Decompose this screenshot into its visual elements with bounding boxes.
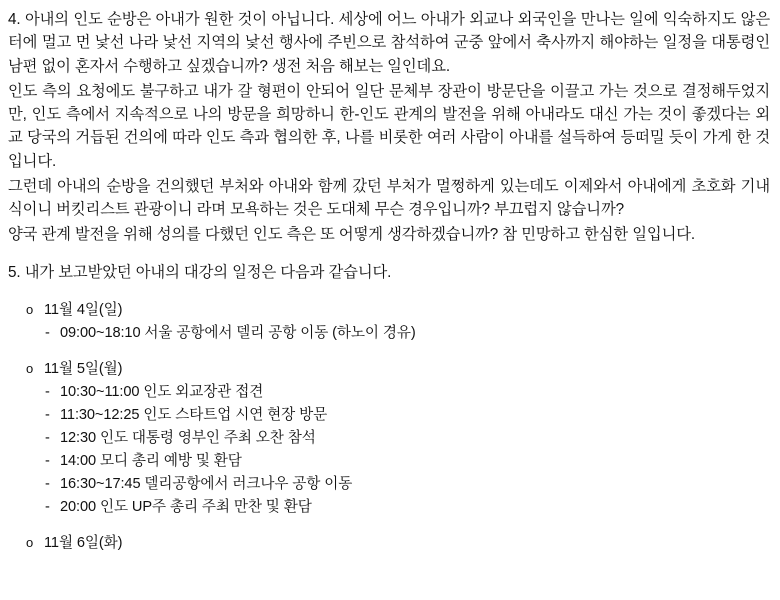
paragraph-4: 양국 관계 발전을 위해 성의를 다했던 인도 측은 또 어떻게 생각하겠습니까? 참 민망하고 한심한 일입니다.: [8, 226, 696, 244]
schedule-day: [8, 359, 770, 519]
dash-marker-icon: -: [45, 498, 50, 515]
paragraph-1: 4. 아내의 인도 순방은 아내가 원한 것이 아닙니다. 세상에 어느 아내가 외교나 외국인을 만나는 일에 익숙하지도 않은 터에 멀고 먼 낯선 나라 낯선 지역의 낯선 행사에 주빈으로 참석하여 군중 앞에서 축사까지 해야하는 일정을 대통령인 남편 없이 혼자서 수행하고 싶겠습니까? 생전 처음 해보는 일인데요.: [8, 11, 770, 75]
dash-marker-icon: -: [45, 429, 50, 446]
schedule-day-title: [8, 359, 770, 381]
schedule-item: [8, 473, 770, 496]
bullet-marker-icon: o: [26, 360, 34, 376]
dash-marker-icon: -: [45, 452, 50, 469]
schedule-item-text: 20:00 인도 UP주 총리 주최 만찬 및 환담: [60, 498, 312, 515]
schedule-day-title: [8, 533, 770, 555]
schedule-day-title: [8, 300, 770, 322]
schedule-list: [8, 300, 770, 555]
schedule-day: [8, 533, 770, 555]
schedule-item: [8, 450, 770, 473]
bullet-marker-icon: o: [26, 301, 34, 317]
schedule-item-text: 12:30 인도 대통령 영부인 주최 오찬 참석: [60, 429, 316, 446]
bullet-marker-icon: o: [26, 534, 34, 550]
schedule-item-text: 14:00 모디 총리 예방 및 환담: [60, 452, 242, 469]
schedule-item-text: 10:30~11:00 인도 외교장관 접견: [60, 383, 264, 400]
schedule-item-text: 16:30~17:45 델리공항에서 러크나우 공항 이동: [60, 475, 353, 492]
schedule-day-date: 11월 4일(일): [44, 301, 123, 318]
schedule-item-text: 11:30~12:25 인도 스타트업 시연 현장 방문: [60, 406, 328, 423]
dash-marker-icon: -: [45, 475, 50, 492]
schedule-item: [8, 381, 770, 404]
schedule-item: [8, 404, 770, 427]
dash-marker-icon: -: [45, 383, 50, 400]
schedule-item: [8, 496, 770, 519]
dash-marker-icon: -: [45, 324, 50, 341]
paragraph-3: 그런데 아내의 순방을 건의했던 부처와 아내와 함께 갔던 부처가 멀쩡하게 있는데도 이제와서 아내에게 초호화 기내식이니 버킷리스트 관광이니 라며 모욕하는 것은 도대체 무슨 경우입니까? 부끄럽지 않습니까?: [8, 177, 770, 218]
schedule-day-date: 11월 5일(월): [44, 360, 123, 377]
schedule-item-text: 09:00~18:10 서울 공항에서 델리 공항 이동 (하노이 경유): [60, 324, 416, 341]
schedule-item: [8, 322, 770, 345]
schedule-day-date: 11월 6일(화): [44, 534, 123, 551]
section-heading: 5. 내가 보고받았던 아내의 대강의 일정은 다음과 같습니다.: [8, 263, 392, 281]
paragraph-2: 인도 측의 요청에도 불구하고 내가 갈 형편이 안되어 일단 문체부 장관이 방문단을 이끌고 가는 것으로 결정해두었지만, 인도 측에서 지속적으로 나의 방문을 희망하니 한-인도 관계의 발전을 위해 아내라도 대신 가는 것이 좋겠다는 외교 당국의 거듭된 건의에 따라 인도 측과 협의한 후, 나를 비롯한 여러 사람이 아내를 설득하여 등떠밀 듯이 가게 한 것입니다.: [8, 82, 770, 170]
dash-marker-icon: -: [45, 406, 50, 423]
schedule-day: [8, 300, 770, 345]
schedule-item: [8, 427, 770, 450]
